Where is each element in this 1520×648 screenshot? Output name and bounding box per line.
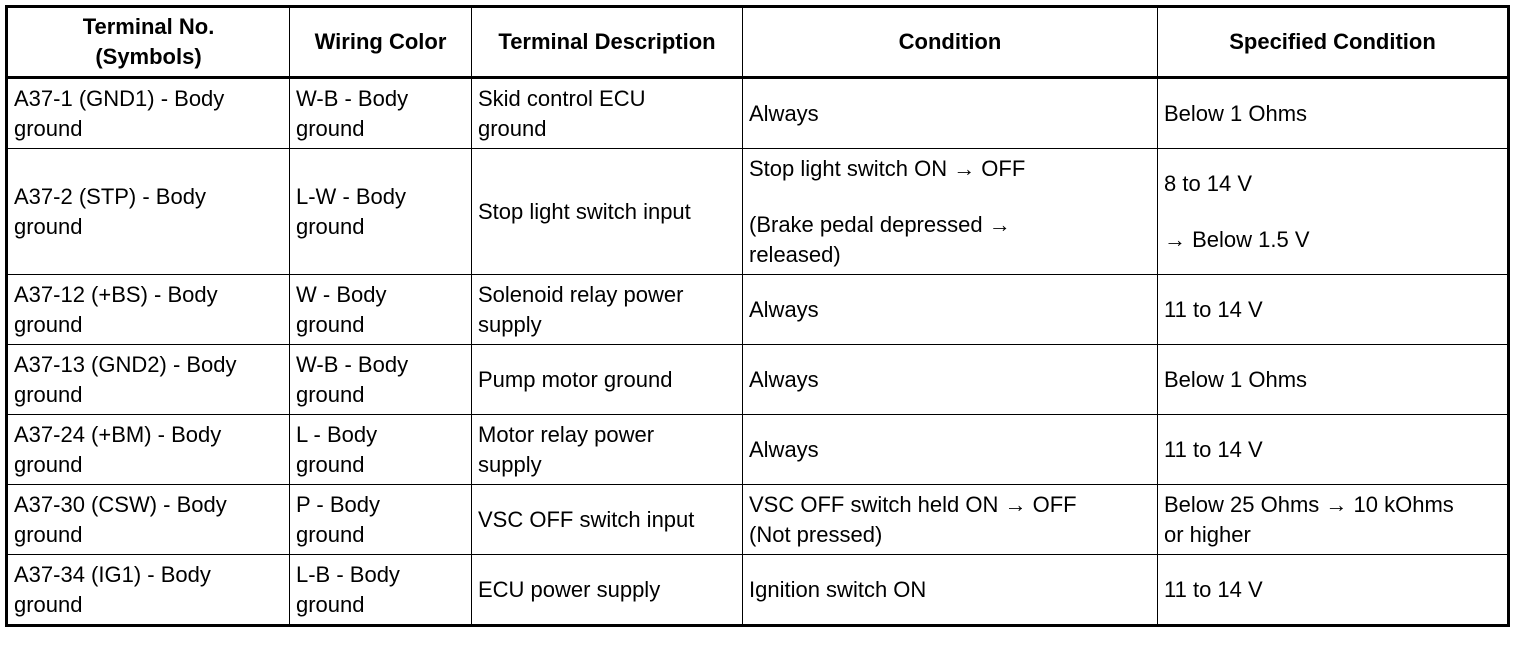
terminal-text: A37-24 (+BM) - Body (14, 421, 222, 447)
wiring-text: ground (296, 213, 365, 239)
wiring-text: L-W - Body (296, 183, 407, 209)
specified-text: 8 to 14 V (1164, 170, 1253, 196)
wiring-cell (290, 149, 472, 275)
wiring-text: ground (296, 115, 365, 141)
wiring-text: ground (296, 311, 365, 337)
wiring-text: P - Body (296, 491, 380, 517)
wiring-cell (290, 555, 472, 626)
specified-text: Below 25 Ohms → 10 kOhms (1164, 491, 1454, 517)
terminal-text: ground (14, 115, 83, 141)
wiring-text: L - Body (296, 421, 378, 447)
terminal-text: A37-13 (GND2) - Body (14, 351, 237, 377)
description-text: VSC OFF switch input (478, 506, 695, 532)
description-cell (472, 275, 743, 345)
terminal-cell (7, 415, 290, 485)
wiring-text: ground (296, 451, 365, 477)
terminal-text: ground (14, 451, 83, 477)
specified-cell: 11 to 14 V (1158, 415, 1509, 485)
wiring-text: W - Body (296, 281, 387, 307)
header-row (7, 7, 1509, 78)
table-row (7, 555, 1509, 626)
condition-cell (743, 149, 1158, 275)
specified-spacer (1164, 199, 1501, 225)
wiring-text: ground (296, 521, 365, 547)
condition-cell: Always (743, 415, 1158, 485)
table-row (7, 485, 1509, 555)
terminal-cell (7, 345, 290, 415)
terminal-text: A37-34 (IG1) - Body (14, 561, 211, 587)
terminal-spec-table (5, 5, 1510, 627)
description-cell (472, 78, 743, 149)
condition-text: (Not pressed) (749, 521, 883, 547)
description-text: Stop light switch input (478, 198, 691, 224)
wiring-cell (290, 415, 472, 485)
description-cell (472, 149, 743, 275)
terminal-text: A37-1 (GND1) - Body (14, 85, 225, 111)
specified-text: or higher (1164, 521, 1251, 547)
condition-spacer (749, 184, 1151, 210)
terminal-cell (7, 275, 290, 345)
condition-text: VSC OFF switch held ON → OFF (749, 491, 1077, 517)
terminal-text: A37-30 (CSW) - Body (14, 491, 227, 517)
condition-cell (743, 485, 1158, 555)
specified-text: → Below 1.5 V (1164, 226, 1310, 252)
wiring-text: W-B - Body (296, 85, 409, 111)
table-row (7, 415, 1509, 485)
wiring-cell (290, 345, 472, 415)
header-terminal-line1: Terminal No. (82, 14, 215, 39)
terminal-text: A37-2 (STP) - Body (14, 183, 206, 209)
table-row (7, 78, 1509, 149)
description-text: Motor relay power (478, 421, 655, 447)
wiring-text: ground (296, 381, 365, 407)
specified-cell: 11 to 14 V (1158, 555, 1509, 626)
header-specified-condition: Specified Condition (1158, 7, 1509, 78)
header-terminal-description: Terminal Description (472, 7, 743, 78)
header-condition: Condition (743, 7, 1158, 78)
terminal-text: ground (14, 591, 83, 617)
description-text: ground (478, 115, 547, 141)
header-terminal-no (7, 7, 290, 78)
description-text: supply (478, 311, 542, 337)
description-text: Solenoid relay power (478, 281, 684, 307)
header-terminal-line2: (Symbols) (95, 44, 202, 69)
condition-cell: Ignition switch ON (743, 555, 1158, 626)
description-cell (472, 485, 743, 555)
table-row (7, 275, 1509, 345)
terminal-text: ground (14, 311, 83, 337)
specified-cell: Below 1 Ohms (1158, 78, 1509, 149)
description-cell (472, 415, 743, 485)
specified-cell: Below 1 Ohms (1158, 345, 1509, 415)
wiring-cell (290, 275, 472, 345)
terminal-text: ground (14, 381, 83, 407)
specified-cell: 11 to 14 V (1158, 275, 1509, 345)
condition-text: released) (749, 241, 841, 267)
terminal-text: ground (14, 521, 83, 547)
description-cell (472, 555, 743, 626)
description-text: Pump motor ground (478, 366, 673, 392)
wiring-cell (290, 78, 472, 149)
wiring-text: L-B - Body (296, 561, 400, 587)
wiring-text: ground (296, 591, 365, 617)
table-row (7, 149, 1509, 275)
terminal-cell (7, 555, 290, 626)
condition-cell: Always (743, 275, 1158, 345)
header-wiring-color: Wiring Color (290, 7, 472, 78)
terminal-text: ground (14, 213, 83, 239)
terminal-cell (7, 78, 290, 149)
terminal-cell (7, 485, 290, 555)
table-row (7, 345, 1509, 415)
specified-cell (1158, 485, 1509, 555)
terminal-text: A37-12 (+BS) - Body (14, 281, 218, 307)
condition-cell: Always (743, 345, 1158, 415)
terminal-cell (7, 149, 290, 275)
condition-text: (Brake pedal depressed → (749, 211, 1011, 237)
condition-text: Stop light switch ON → OFF (749, 155, 1026, 181)
description-text: Skid control ECU (478, 85, 646, 111)
description-text: ECU power supply (478, 576, 661, 602)
condition-cell: Always (743, 78, 1158, 149)
description-cell (472, 345, 743, 415)
specified-cell (1158, 149, 1509, 275)
description-text: supply (478, 451, 542, 477)
wiring-cell (290, 485, 472, 555)
wiring-text: W-B - Body (296, 351, 409, 377)
